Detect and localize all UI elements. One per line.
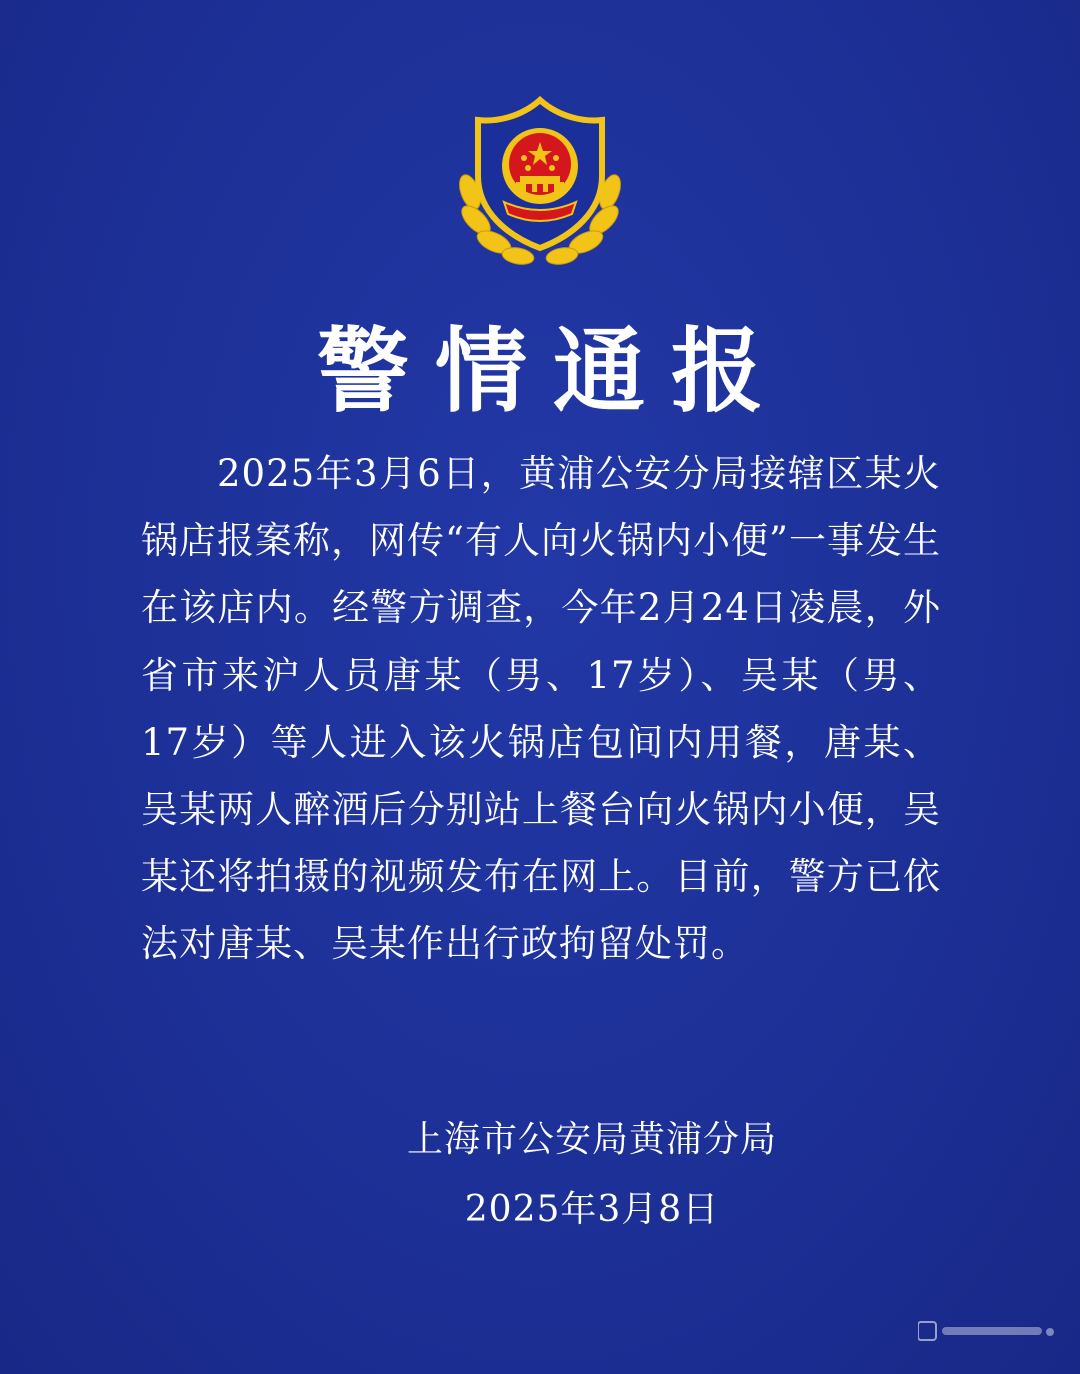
page-title: 警情通报 — [316, 318, 789, 425]
notice-body: 2025年3月6日，黄浦公安分局接辖区某火锅店报案称，网传“有人向火锅内小便”一事发生在该店内。经警方调查，今年2月24日凌晨，外省市来沪人员唐某（男、17岁）、吴某（男、17岁）等人进入该火锅店包间内用餐，唐某、吴某两人醉酒后分别站上餐台向火锅内小便，吴某还将拍摄的视频发布在网上。目前，警方已依法对唐某、吴某作出行政拘留处罚。 — [141, 452, 941, 966]
watermark-icon — [918, 1318, 1058, 1348]
police-emblem-icon — [456, 96, 624, 268]
issuing-agency: 上海市公安局黄浦分局 — [406, 1119, 777, 1160]
issue-date: 2025年3月8日 — [464, 1189, 720, 1230]
